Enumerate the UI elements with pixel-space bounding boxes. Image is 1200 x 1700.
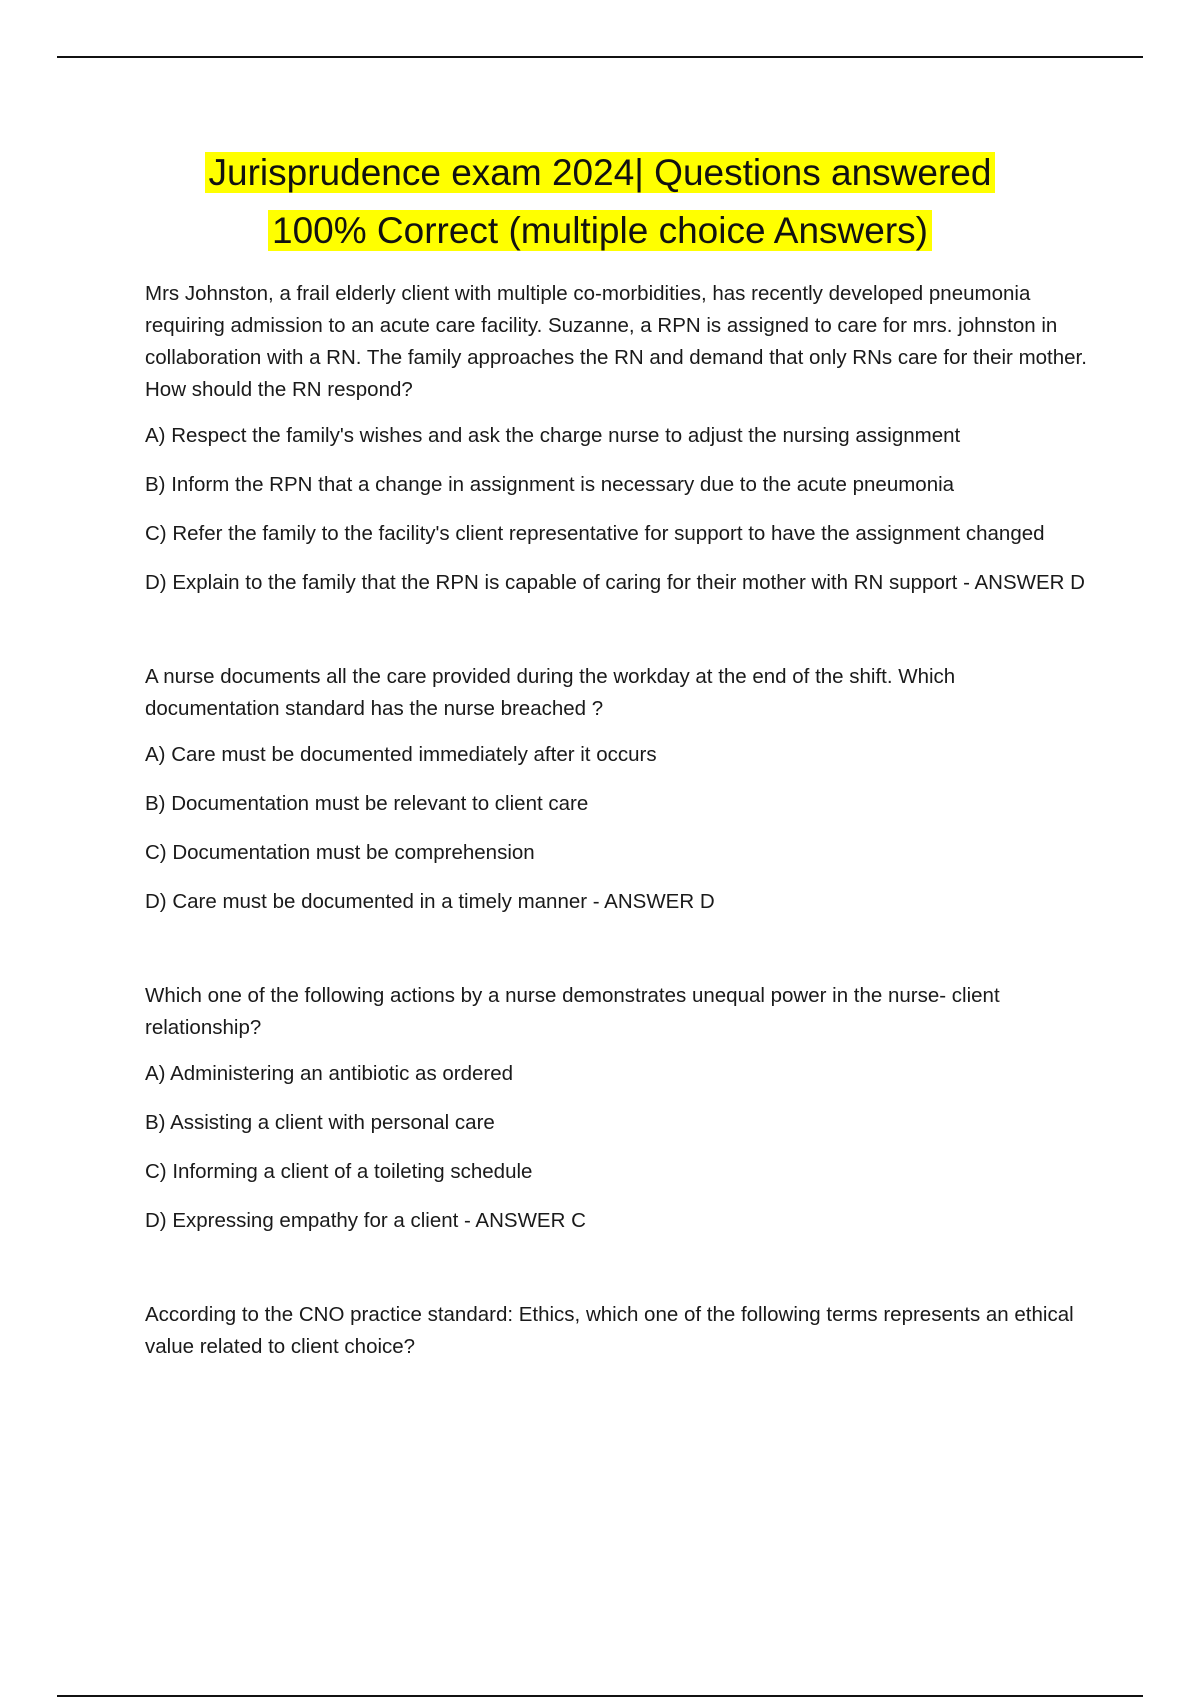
title-line-1: Jurisprudence exam 2024| Questions answered: [205, 152, 996, 193]
title-line-2: 100% Correct (multiple choice Answers): [268, 210, 932, 251]
question-4: [145, 1299, 1090, 1363]
question-3: [145, 980, 1090, 1237]
footer-rule: [57, 1695, 1143, 1697]
question-text: A nurse documents all the care provided during the workday at the end of the shift. Which documentation standard has the nurse breached ?: [145, 665, 956, 720]
question-1: [145, 278, 1090, 599]
header-rule: [57, 56, 1143, 58]
option-d: D) Expressing empathy for a client - ANSWER C: [145, 1209, 586, 1232]
option-a: A) Respect the family's wishes and ask the charge nurse to adjust the nursing assignment: [145, 424, 961, 447]
question-2: [145, 661, 1090, 918]
option-b: B) Inform the RPN that a change in assignment is necessary due to the acute pneumonia: [145, 473, 955, 496]
question-list: [145, 278, 1090, 1377]
document-title: [0, 144, 1200, 260]
option-d: D) Explain to the family that the RPN is capable of caring for their mother with RN support - ANSWER D: [145, 571, 1085, 594]
option-b: B) Assisting a client with personal care: [145, 1111, 495, 1134]
option-b: B) Documentation must be relevant to client care: [145, 792, 589, 815]
option-c: C) Documentation must be comprehension: [145, 841, 535, 864]
question-text: Mrs Johnston, a frail elderly client with multiple co-morbidities, has recently developed pneumonia requiring admission to an acute care facility. Suzanne, a RPN is assigned to care for mrs. johnston in collaboration with a RN. The family approaches the RN and demand that only RNs care for their mother. How should the RN respond?: [145, 282, 1087, 401]
question-text: Which one of the following actions by a nurse demonstrates unequal power in the nurse- client relationship?: [145, 984, 1000, 1039]
option-c: C) Refer the family to the facility's client representative for support to have the assignment changed: [145, 522, 1045, 545]
question-text: According to the CNO practice standard: Ethics, which one of the following terms represents an ethical value related to client choice?: [145, 1303, 1074, 1358]
option-d: D) Care must be documented in a timely manner - ANSWER D: [145, 890, 715, 913]
option-a: A) Administering an antibiotic as ordered: [145, 1062, 514, 1085]
option-c: C) Informing a client of a toileting schedule: [145, 1160, 533, 1183]
option-a: A) Care must be documented immediately after it occurs: [145, 743, 657, 766]
